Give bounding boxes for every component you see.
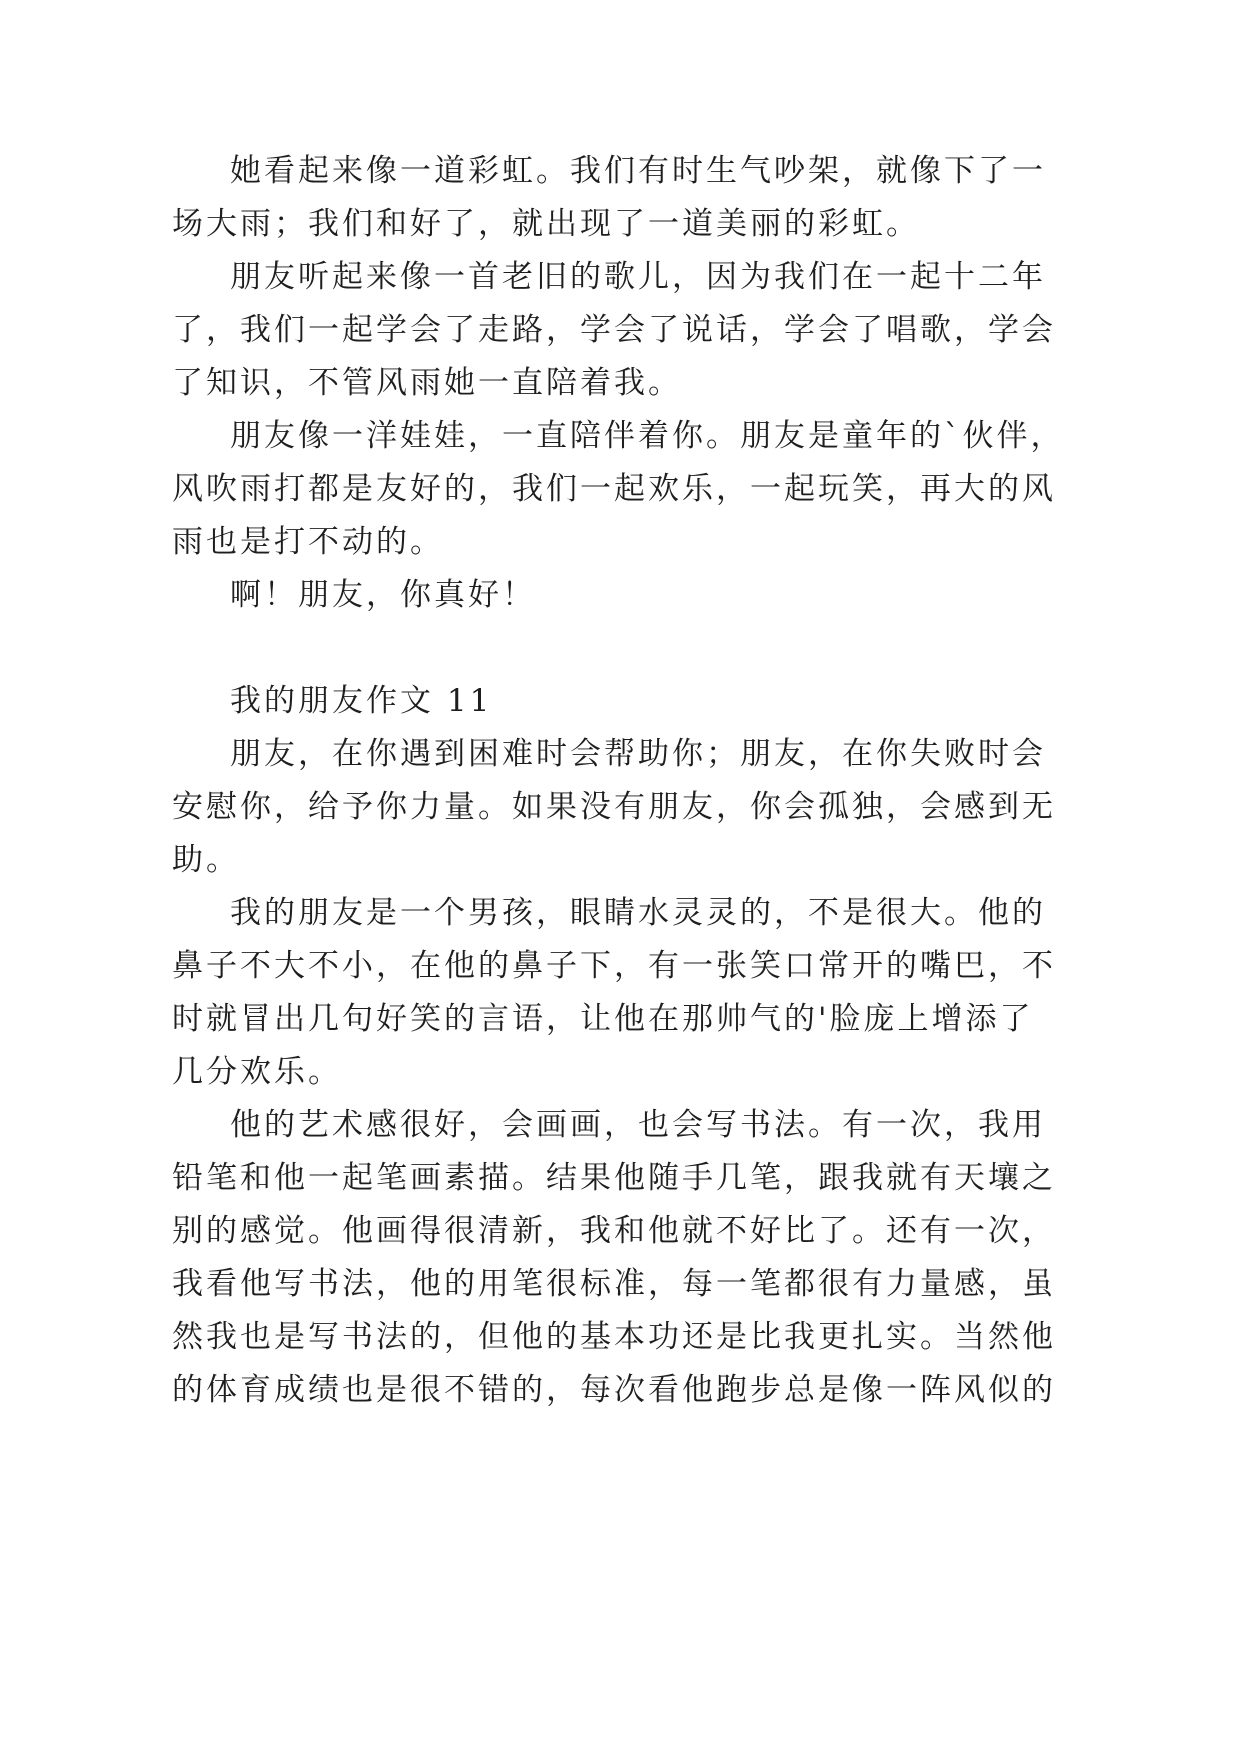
text-line: 了知识，不管风雨她一直陪着我。 [172,365,682,401]
text-line: 朋友，在你遇到困难时会帮助你；朋友，在你失败时会 [230,736,1046,772]
text-line: 朋友听起来像一首老旧的歌儿，因为我们在一起十二年 [230,259,1046,295]
text-line: 我看他写书法，他的用笔很标准，每一笔都很有力量感，虽 [172,1266,1056,1302]
text-line: 的体育成绩也是很不错的，每次看他跑步总是像一阵风似的 [172,1372,1056,1408]
text-line: 了，我们一起学会了走路，学会了说话，学会了唱歌，学会 [172,312,1056,348]
text-line: 助。 [172,842,240,878]
text-line: 安慰你，给予你力量。如果没有朋友，你会孤独，会感到无 [172,789,1056,825]
text-line: 他的艺术感很好，会画画，也会写书法。有一次，我用 [230,1107,1046,1143]
text-line: 然我也是写书法的，但他的基本功还是比我更扎实。当然他 [172,1319,1056,1355]
text-line: 雨也是打不动的。 [172,524,444,560]
text-line: 她看起来像一道彩虹。我们有时生气吵架，就像下了一 [230,153,1046,189]
text-line: 场大雨；我们和好了，就出现了一道美丽的彩虹。 [172,206,920,242]
text-line: 铅笔和他一起笔画素描。结果他随手几笔，跟我就有天壤之 [172,1160,1056,1196]
text-line: 朋友像一洋娃娃，一直陪伴着你。朋友是童年的`伙伴， [230,418,1065,454]
text-line: 时就冒出几句好笑的言语，让他在那帅气的'脸庞上增添了 [172,1001,1034,1037]
text-line: 别的感觉。他画得很清新，我和他就不好比了。还有一次， [172,1213,1056,1249]
text-line: 我的朋友是一个男孩，眼睛水灵灵的，不是很大。他的 [230,895,1046,931]
text-line: 几分欢乐。 [172,1054,342,1090]
text-line: 啊！朋友，你真好！ [230,577,536,613]
text-line: 风吹雨打都是友好的，我们一起欢乐，一起玩笑，再大的风 [172,471,1056,507]
section-heading: 我的朋友作文 11 [230,683,493,719]
text-line: 鼻子不大不小，在他的鼻子下，有一张笑口常开的嘴巴，不 [172,948,1056,984]
